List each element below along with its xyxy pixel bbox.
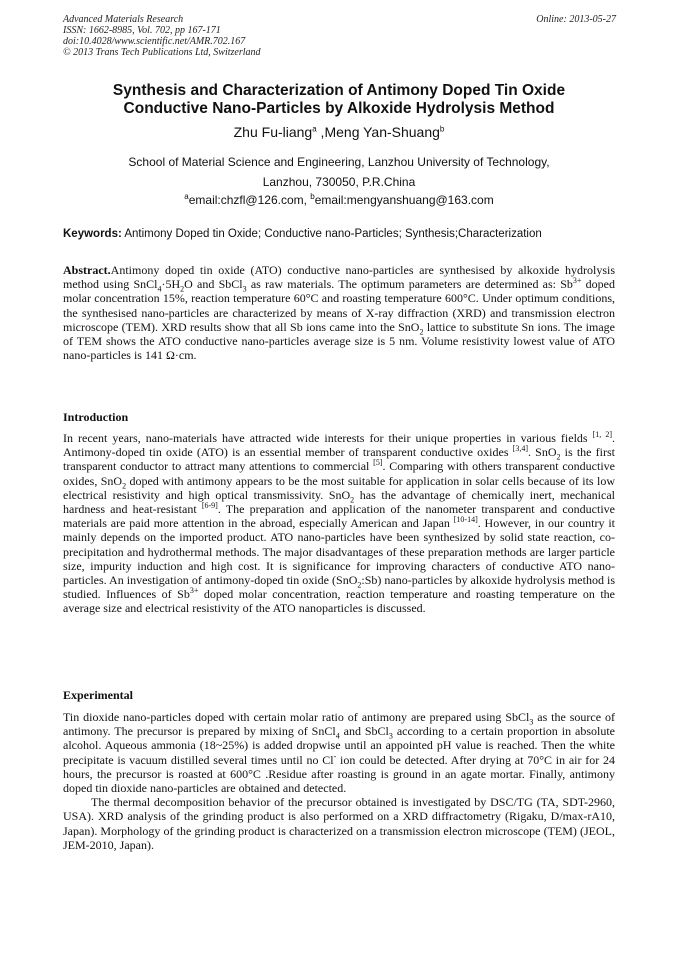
- body-text: and SbCl: [339, 724, 389, 739]
- experimental-text: [63, 710, 615, 852]
- copyright: © 2013 Trans Tech Publications Ltd, Switzerland: [63, 47, 261, 58]
- citation: [6-9]: [201, 501, 218, 511]
- body-text: :Sb) nano-particles by alkoxide hydrolysis method is studied. Influences of Sb: [63, 573, 616, 602]
- experimental-heading: Experimental: [63, 688, 133, 702]
- introduction-heading: Introduction: [63, 410, 129, 424]
- author-2-sup: b: [439, 124, 445, 134]
- body-text: is the first transparent conductor to attract many attentions to commercial: [63, 445, 615, 474]
- body-text: In recent years, nano-materials have attracted wide interests for their unique properties in various fields: [63, 431, 593, 445]
- title-line-2: Conductive Nano-Particles by Alkoxide Hydrolysis Method: [123, 100, 555, 117]
- subscript: 2: [357, 580, 362, 590]
- affiliation: [63, 152, 615, 192]
- affiliation-line-1: School of Material Science and Engineering, Lanzhou University of Technology,: [128, 155, 550, 169]
- abstract-text: doped molar concentration 15%, reaction temperature 60°C and roasting temperature 600°C. Under optimum conditions, the synthesised nano-particles are characterized by means of X-ray diffraction (XRD) and transmission electron microscope (TEM). XRD results show that all Sb ions came into the SnO: [63, 277, 615, 334]
- keywords-label: Keywords:: [63, 228, 122, 240]
- body-text: . However, in our country it mainly depends on the imported product. ATO nano-particles have been synthesized by solid state reaction, co-precipitation and hydrothermal methods. The major disadvantages of these preparation methods are larger particle size, impurity induction and high cost. It is significance for improving characters of conductive ATO nano-particles. An investigation of antimony-doped tin oxide (SnO: [63, 516, 616, 588]
- body-text: according to a certain proportion in absolute alcohol. Aqueous ammonia (18~25%) is added dropwise until an appointed pH value is reached. Then the white precipitate is vacuum distilled several times until no Cl: [63, 724, 615, 767]
- subscript: 4: [157, 284, 162, 294]
- subscript: 2: [350, 495, 355, 505]
- abstract-text: ·5H: [161, 277, 181, 292]
- abstract-text: Antimony doped tin oxide (ATO) conductive nano-particles are synthesised by alkoxide hydrolysis method using SnCl: [63, 263, 615, 292]
- author-1: Zhu Fu-liang: [233, 124, 313, 140]
- author-separator: ,: [316, 124, 325, 140]
- subscript: 2: [122, 481, 127, 490]
- issn: ISSN: 1662-8985, Vol. 702, pp 167-171: [63, 25, 221, 36]
- doi: doi:10.4028/www.scientific.net/AMR.702.167: [63, 36, 246, 47]
- abstract: [63, 263, 615, 362]
- citation: [1, 2]: [592, 430, 613, 439]
- subscript: 3: [529, 717, 534, 727]
- subscript: 3: [242, 284, 247, 294]
- body-text: . SnO: [527, 445, 557, 460]
- superscript: 3+: [572, 276, 582, 286]
- keywords: [63, 228, 615, 240]
- email-b-sup: b: [310, 192, 315, 201]
- superscript: -: [333, 751, 337, 761]
- subscript: 4: [335, 731, 340, 741]
- title-line-1: Synthesis and Characterization of Antimony Doped Tin Oxide: [112, 82, 566, 99]
- body-text: doped with antimony appears to be the most suitable for application in solar cells because of its low electrical resistivity and high optical transmissivity. SnO: [63, 473, 615, 502]
- body-text: as the source of antimony. The precursor is prepared by mixing of SnCl: [63, 710, 615, 739]
- email-a[interactable]: email:chzfl@126.com,: [188, 193, 311, 207]
- authors: [63, 124, 615, 140]
- introduction-text: [63, 431, 615, 616]
- online-date: Online: 2013-05-27: [536, 14, 616, 25]
- author-1-sup: a: [312, 124, 317, 134]
- subscript: 2: [556, 452, 561, 462]
- experimental-paragraph-2: The thermal decomposition behavior of the precursor obtained is investigated by DSC/TG (TA, SDT-2960, USA). XRD analysis of the grinding product is also performed on a XRD diffractometry (Rigaku, D/max-rA10, Japan). Morphology of the grinding product is characterized on a transmission electron microscope (TEM) (JEOL, JEM-2010, Japan).: [63, 795, 615, 852]
- subscript: 3: [388, 731, 393, 741]
- experimental-paragraph-1: [63, 710, 615, 795]
- citation: [5]: [373, 458, 383, 468]
- subscript: 2: [419, 327, 424, 337]
- abstract-label: Abstract.: [63, 263, 111, 277]
- author-2: Meng Yan-Shuang: [324, 124, 440, 140]
- journal-header: [63, 14, 261, 58]
- abstract-text: lattice to substitute Sn ions. The image of TEM shows the ATO conductive nano-particles average size is 5 nm. Volume resistivity lowest value of ATO nano-particles is 141 Ω·cm.: [63, 319, 615, 363]
- keywords-text: Antimony Doped tin Oxide; Conductive nano-Particles; Synthesis;Characterization: [121, 228, 542, 240]
- citation: [3,4]: [512, 444, 528, 454]
- body-text: . Antimony-doped tin oxide (ATO) is an essential member of transparent conductive oxides: [63, 431, 616, 460]
- body-text: has the advantage of chemically inert, mechanical hardness and heat-resistant: [63, 487, 615, 517]
- citation: [10-14]: [453, 515, 478, 525]
- journal-name: Advanced Materials Research: [63, 14, 184, 25]
- paper-title: [63, 82, 615, 118]
- email-a-sup: a: [184, 192, 189, 201]
- body-text: doped molar concentration, reaction temperature and roasting temperature on the average size and electrical resistivity of the ATO nanoparticles is discussed.: [63, 587, 616, 616]
- email-b[interactable]: email:mengyanshuang@163.com: [314, 193, 494, 207]
- body-text: . The preparation and application of the nanometer transparent and conductive materials are paid more attention in the abroad, especially American and Japan: [63, 502, 615, 531]
- body-text: Tin dioxide nano-particles doped with certain molar ratio of antimony are prepared using SbCl: [63, 710, 530, 724]
- subscript: 2: [180, 284, 185, 294]
- affiliation-line-2: Lanzhou, 730050, P.R.China: [262, 175, 416, 189]
- body-text: ion could be detected. After drying at 70°C in air for 24 hours, the precursor is roasted at 600°C .Residue after roasting is ground in an agate mortar. Finally, antimony doped tin dioxide nano-particles are obtained and detected.: [63, 752, 615, 796]
- abstract-text: O and SbCl: [184, 277, 243, 292]
- body-text: . Comparing with others transparent conductive oxides, SnO: [63, 459, 616, 488]
- superscript: 3+: [189, 586, 199, 596]
- author-emails: [63, 193, 615, 207]
- abstract-text: as raw materials. The optimum parameters are determined as: Sb: [246, 277, 573, 292]
